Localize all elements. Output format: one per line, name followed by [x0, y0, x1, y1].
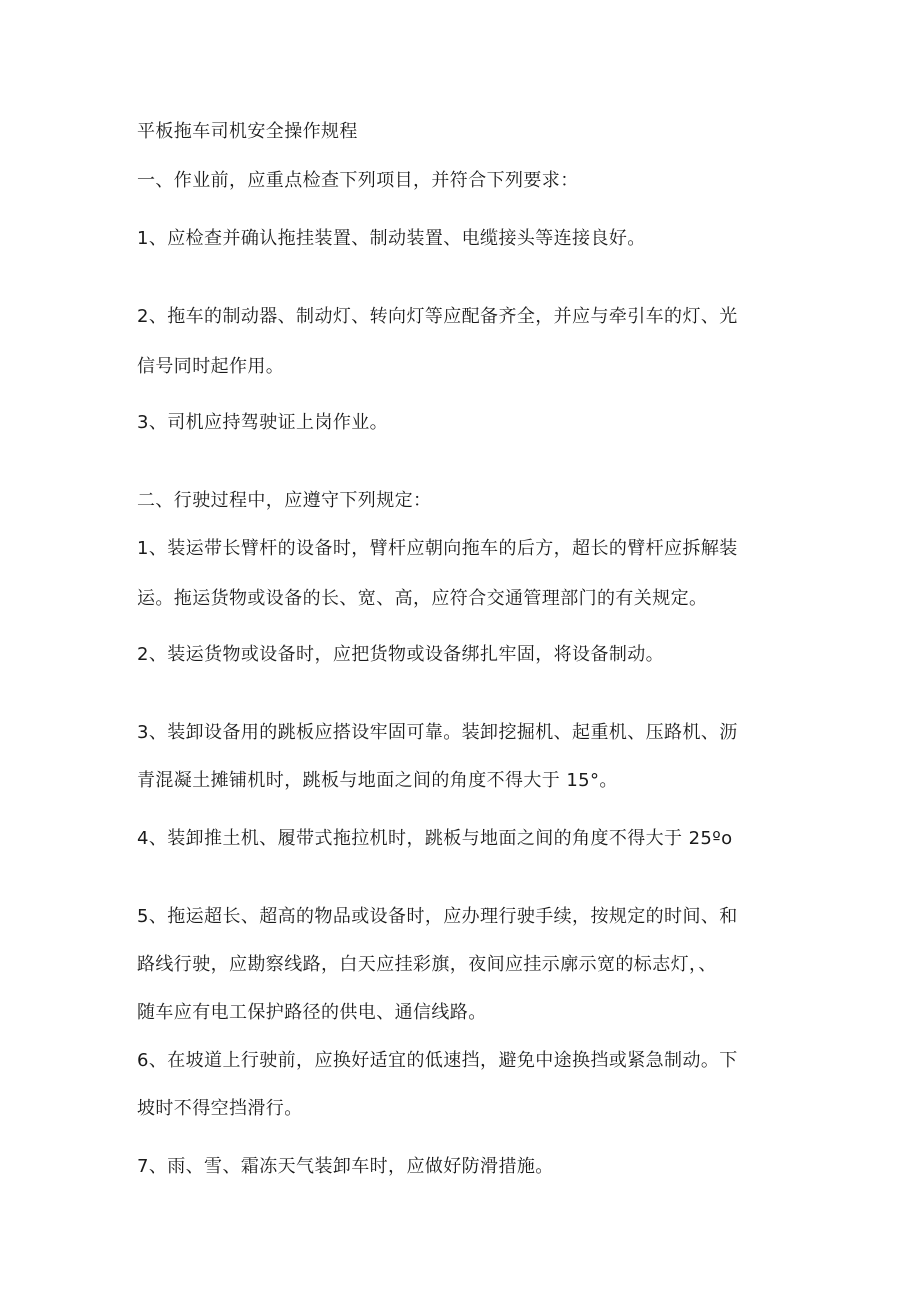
section-2-item-1-line-1: 1、装运带长臂杆的设备时，臂杆应朝向拖车的后方，超长的臂杆应拆解装 — [137, 538, 738, 559]
section-2-item-4: 4、装卸推土机、履带式拖拉机时，跳板与地面之间的角度不得大于 25ºo — [137, 828, 733, 849]
document-title: 平板拖车司机安全操作规程 — [137, 121, 358, 142]
section-2-item-1-line-2: 运。拖运货物或设备的长、宽、高，应符合交通管理部门的有关规定。 — [137, 588, 708, 609]
section-2-item-7: 7、雨、雪、霜冻天气装卸车时，应做好防滑措施。 — [137, 1156, 554, 1177]
section-2-item-5-line-3: 随车应有电工保护路径的供电、通信线路。 — [137, 1002, 487, 1023]
section-2-item-5-line-2: 路线行驶，应勘察线路，白天应挂彩旗，夜间应挂示廓示宽的标志灯，、 — [137, 954, 717, 975]
section-2-item-6-line-2: 坡时不得空挡滑行。 — [137, 1098, 303, 1119]
section-2-heading: 二、行驶过程中，应遵守下列规定： — [137, 490, 432, 511]
section-1-item-1: 1、应检查并确认拖挂装置、制动装置、电缆接头等连接良好。 — [137, 228, 646, 249]
section-1-item-2-line-1: 2、拖车的制动器、制动灯、转向灯等应配备齐全，并应与牵引车的灯、光 — [137, 306, 738, 327]
section-2-item-2: 2、装运货物或设备时，应把货物或设备绑扎牢固，将设备制动。 — [137, 644, 665, 665]
section-1-heading: 一、作业前，应重点检查下列项目，并符合下列要求： — [137, 170, 579, 191]
section-2-item-3-line-1: 3、装卸设备用的跳板应搭设牢固可靠。装卸挖掘机、起重机、压路机、沥 — [137, 722, 738, 743]
section-2-item-3-line-2: 青混凝土摊铺机时，跳板与地面之间的角度不得大于 15°。 — [137, 770, 618, 791]
section-1-item-2-line-2: 信号同时起作用。 — [137, 356, 285, 377]
section-1-item-3: 3、司机应持驾驶证上岗作业。 — [137, 412, 389, 433]
section-2-item-6-line-1: 6、在坡道上行驶前，应换好适宜的低速挡，避免中途换挡或紧急制动。下 — [137, 1050, 738, 1071]
section-2-item-5-line-1: 5、拖运超长、超高的物品或设备时，应办理行驶手续，按规定的时间、和 — [137, 906, 738, 927]
